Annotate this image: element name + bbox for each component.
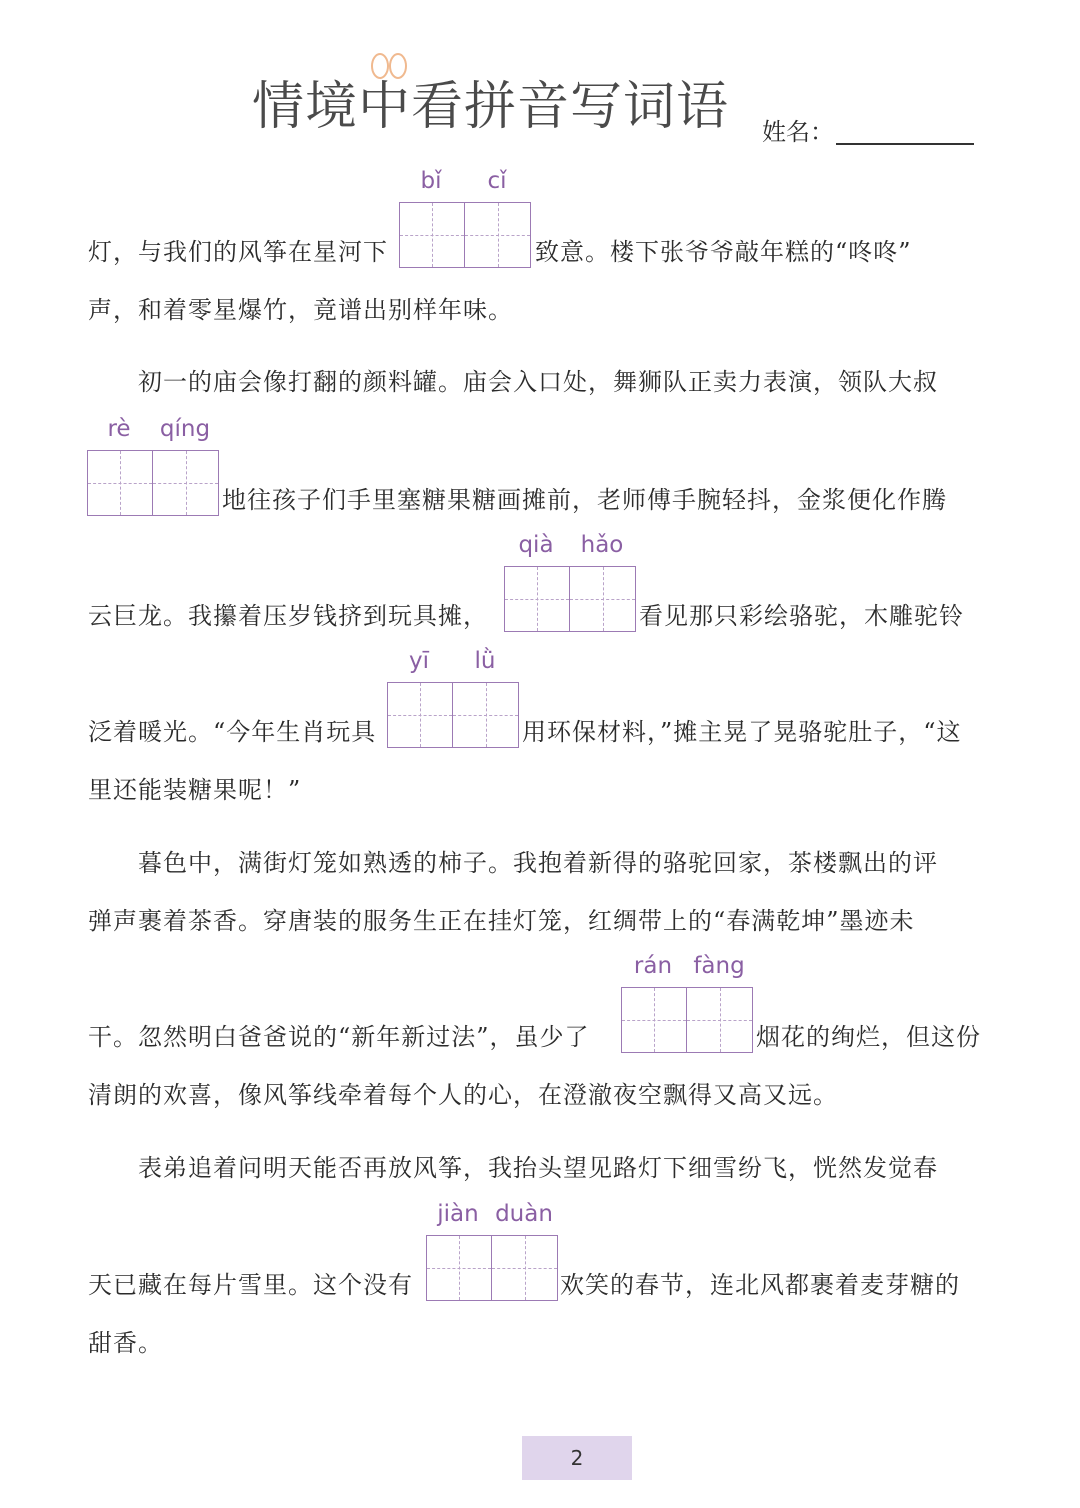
text-line: 看见那只彩绘骆驼，木雕驼铃 <box>639 602 964 630</box>
pinyin-label <box>620 951 752 981</box>
text-line: 初一的庙会像打翻的颜料罐。庙会入口处，舞狮队正卖力表演，领队大叔 <box>138 368 938 396</box>
writing-cell[interactable] <box>87 450 153 516</box>
name-input-line[interactable] <box>836 143 974 145</box>
answer-box[interactable] <box>87 450 219 516</box>
pinyin-label <box>503 530 635 560</box>
pinyin-syllable: rè <box>107 416 131 442</box>
writing-cell[interactable] <box>504 566 570 632</box>
pinyin-syllable: fàng <box>693 953 745 979</box>
writing-cell[interactable] <box>621 987 687 1053</box>
worksheet-title: 情境中看拼音写词语 <box>252 77 730 137</box>
pinyin-label <box>386 646 518 676</box>
text-line: 致意。楼下张爷爷敲年糕的“咚咚” <box>535 238 912 266</box>
text-line: 用环保材料，”摊主晃了晃骆驼肚子，“这 <box>522 718 962 746</box>
pinyin-syllable: duàn <box>495 1201 553 1227</box>
text-line: 灯，与我们的风筝在星河下 <box>88 238 388 266</box>
writing-cell[interactable] <box>153 450 219 516</box>
pinyin-label <box>86 414 218 444</box>
text-line: 声，和着零星爆竹，竟谱出别样年味。 <box>88 296 513 324</box>
writing-cell[interactable] <box>453 682 519 748</box>
text-line: 烟花的绚烂，但这份 <box>756 1023 981 1051</box>
pinyin-label <box>398 166 530 196</box>
pinyin-syllable: qià <box>518 532 554 558</box>
writing-cell[interactable] <box>492 1235 558 1301</box>
writing-cell[interactable] <box>387 682 453 748</box>
pinyin-syllable: hǎo <box>580 532 624 558</box>
text-line: 干。忽然明白爸爸说的“新年新过法”，虽少了 <box>88 1023 590 1051</box>
writing-cell[interactable] <box>426 1235 492 1301</box>
answer-box[interactable] <box>504 566 636 632</box>
pinyin-syllable: qíng <box>159 416 211 442</box>
text-line: 天已藏在每片雪里。这个没有 <box>88 1271 413 1299</box>
pinyin-syllable: bǐ <box>420 168 442 194</box>
text-line: 欢笑的春节，连北风都裹着麦芽糖的 <box>560 1271 960 1299</box>
text-line: 清朗的欢喜，像风筝线牵着每个人的心，在澄澈夜空飘得又高又远。 <box>88 1081 838 1109</box>
answer-box[interactable] <box>399 202 531 268</box>
text-line: 表弟追着问明天能否再放风筝，我抬头望见路灯下细雪纷飞，恍然发觉春 <box>138 1154 938 1182</box>
rabbit-ears-icon <box>366 52 414 84</box>
pinyin-syllable: rán <box>633 953 673 979</box>
text-line: 里还能装糖果呢！” <box>88 776 302 804</box>
writing-cell[interactable] <box>399 202 465 268</box>
pinyin-syllable: jiàn <box>437 1201 479 1227</box>
name-label: 姓名： <box>762 118 834 146</box>
text-line: 弹声裹着茶香。穿唐装的服务生正在挂灯笼，红绸带上的“春满乾坤”墨迹未 <box>88 907 915 935</box>
writing-cell[interactable] <box>465 202 531 268</box>
page-number: 2 <box>522 1436 632 1480</box>
text-line: 暮色中，满街灯笼如熟透的柿子。我抱着新得的骆驼回家，茶楼飘出的评 <box>138 849 938 877</box>
pinyin-label <box>425 1199 557 1229</box>
text-line: 云巨龙。我攥着压岁钱挤到玩具摊， <box>88 602 488 630</box>
answer-box[interactable] <box>426 1235 558 1301</box>
writing-cell[interactable] <box>687 987 753 1053</box>
text-line: 泛着暖光。“今年生肖玩具 <box>88 718 377 746</box>
pinyin-syllable: lǜ <box>474 648 496 674</box>
text-line: 甜香。 <box>88 1329 163 1357</box>
pinyin-syllable: cǐ <box>487 168 507 194</box>
answer-box[interactable] <box>387 682 519 748</box>
text-line: 地往孩子们手里塞糖果糖画摊前，老师傅手腕轻抖，金浆便化作腾 <box>222 486 947 514</box>
answer-box[interactable] <box>621 987 753 1053</box>
writing-cell[interactable] <box>570 566 636 632</box>
pinyin-syllable: yī <box>408 648 429 674</box>
